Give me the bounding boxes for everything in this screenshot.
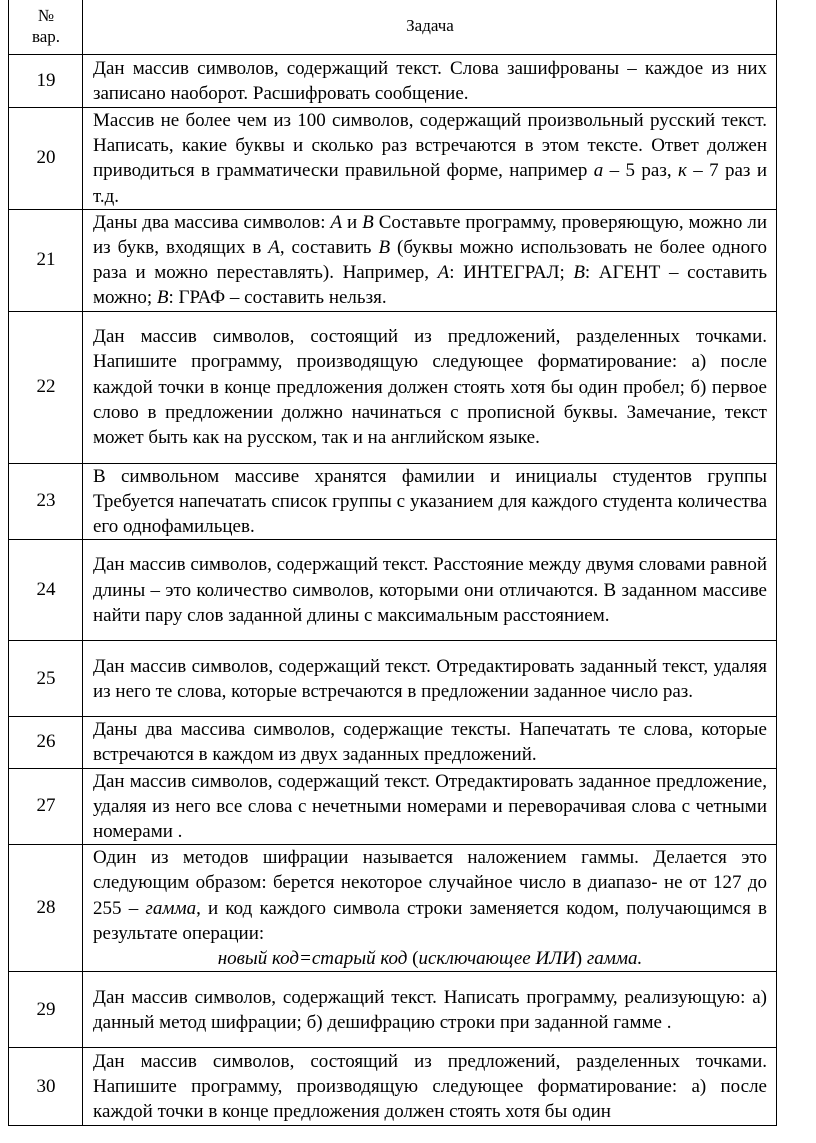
task-text: Дан массив символов, содержащий текст. Отредактировать заданное предложение, удаляя из него все слова с нечетными номерами и переворачивая слова с четными номерами . — [83, 768, 777, 845]
table-row — [9, 311, 777, 463]
header-num-symbol: № — [37, 5, 55, 25]
task-text-part: и — [342, 211, 363, 233]
table-row — [9, 209, 777, 311]
task-text: Дан массив символов, содержащий текст. Слова зашифрованы – каждое из них записано наоборот. Расшифровать сообщение. — [83, 55, 777, 108]
task-text-italic: гамма — [145, 897, 197, 919]
task-text-part: – 5 раз, — [603, 160, 678, 182]
task-text-italic: к — [677, 160, 687, 182]
variant-number: 24 — [9, 540, 83, 641]
table-row — [9, 972, 777, 1048]
formula-part: исключающее ИЛИ — [418, 948, 576, 970]
task-text-part: : АГЕНТ – составить можно; — [93, 262, 767, 309]
table-header-row — [9, 0, 777, 55]
var-b: B — [378, 237, 391, 259]
task-text — [83, 108, 777, 210]
header-task: Задача — [83, 0, 777, 55]
task-text: Дан массив символов, содержащий текст. Отредактировать заданный текст, удаляя из него те слова, которые встречаются в предложении заданное число раз. — [83, 641, 777, 717]
var-b: B — [362, 211, 374, 233]
var-a: A — [268, 237, 280, 259]
table-row — [9, 55, 777, 108]
task-text-part: Даны два массива символов: — [93, 211, 331, 233]
task-text-part: : ГРАФ – составить нельзя. — [168, 287, 387, 309]
task-text-part: (буквы можно использовать не более одного раза и можно переставлять). Например, — [93, 237, 767, 284]
variant-number: 21 — [9, 209, 83, 311]
formula-part: ) — [575, 948, 587, 970]
variant-number: 20 — [9, 108, 83, 210]
task-paragraph — [93, 845, 767, 946]
variant-number: 30 — [9, 1048, 83, 1126]
variant-number: 27 — [9, 768, 83, 845]
formula-part: гамма. — [586, 948, 643, 970]
task-text: Дан массив символов, состоящий из предложений, разделенных точками. Напишите программу, производящую следующее форматирование: а) после каждой точки в конце предложения должен стоять хотя бы один пробел; б) первое слово в предложении должно начинаться с прописной буквы. Замечание, текст может быть как на русском, так и на английском языке. — [83, 311, 777, 463]
task-text: В символьном массиве хранятся фамилии и инициалы студентов группы Требуется напечатать список группы с указанием для каждого студента количества его однофамильцев. — [83, 463, 777, 540]
header-variant-number — [9, 0, 83, 55]
variant-number: 22 — [9, 311, 83, 463]
var-b: B — [156, 287, 169, 309]
task-text: Даны два массива символов, содержащие тексты. Напечатать те слова, которые встречаются в каждом из двух заданных предложений. — [83, 717, 777, 768]
task-text-italic: а — [593, 160, 604, 182]
task-text-part: – 7 раз и т.д. — [93, 160, 767, 207]
variant-number: 19 — [9, 55, 83, 108]
table-row — [9, 108, 777, 210]
variant-number: 23 — [9, 463, 83, 540]
table-row — [9, 463, 777, 540]
var-a: A — [330, 211, 343, 233]
task-text: Дан массив символов, содержащий текст. Расстояние между двумя словами равной длины – это количество символов, которыми они отличаются. В заданном массиве найти пару слов заданной длины с максимальным расстоянием. — [83, 540, 777, 641]
table-row — [9, 717, 777, 768]
formula-part: ( — [407, 948, 419, 970]
header-num-label: вар. — [31, 26, 61, 46]
variant-number: 25 — [9, 641, 83, 717]
task-text — [83, 209, 777, 311]
table-row — [9, 1048, 777, 1126]
table-row — [9, 845, 777, 972]
task-text-part: , и код каждого символа строки заменяется кодом, получающимся в результате операции: — [93, 897, 767, 944]
table-row — [9, 768, 777, 845]
variant-number: 29 — [9, 972, 83, 1048]
task-text — [83, 845, 777, 972]
task-text: Дан массив символов, содержащий текст. Написать программу, реализующую: а) данный метод шифрации; б) дешифрацию строки при заданной гамме . — [83, 972, 777, 1048]
variant-number: 26 — [9, 717, 83, 768]
var-b: B — [573, 262, 585, 284]
task-text-part: : ИНТЕГРАЛ; — [449, 262, 574, 284]
task-text: Дан массив символов, состоящий из предложений, разделенных точками. Напишите программу, производящую следующее форматирование: а) после каждой точки в конце предложения должен стоять хотя бы один — [83, 1048, 777, 1126]
task-text-part: , составить — [279, 237, 379, 259]
cipher-formula — [93, 946, 767, 971]
task-text-part: Массив не более чем из 100 символов, содержащий произвольный русский текст. Написать, какие буквы и сколько раз встречаются в этом тексте. Ответ должен приводиться в грамматически правильной форме, например — [93, 110, 767, 182]
formula-part: новый код=старый код — [217, 948, 408, 970]
var-a: A — [437, 262, 450, 284]
table-row — [9, 641, 777, 717]
table-row — [9, 540, 777, 641]
variant-number: 28 — [9, 845, 83, 972]
task-text-part: Один из методов шифрации называется наложением гаммы. Делается это следующим образом: берется некоторое случайное число в диапазо- не от 127 до 255 – — [93, 847, 767, 919]
task-table — [8, 0, 777, 1126]
task-text-part: Составьте программу, проверяющую, можно ли из букв, входящих в — [93, 211, 768, 259]
